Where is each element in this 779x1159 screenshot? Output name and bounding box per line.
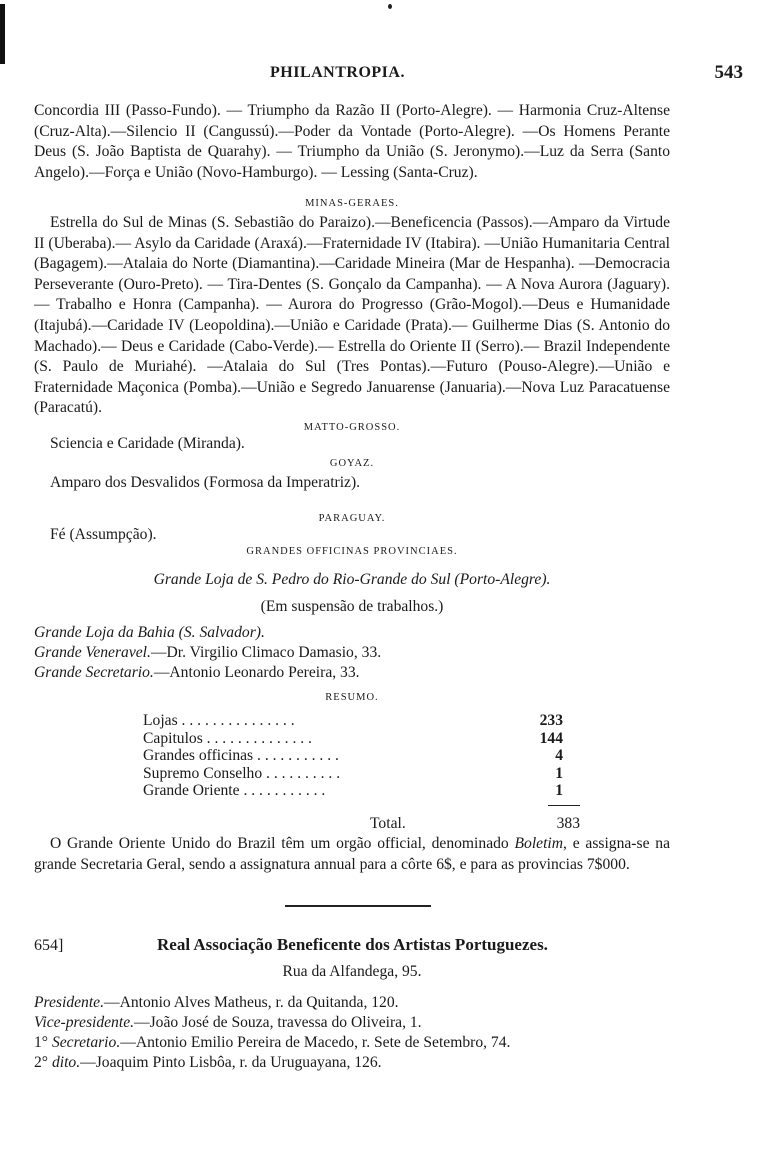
resumo-label: Lojas (143, 712, 178, 729)
dot-leader: . . . . . . . . . . . . . . . (177, 712, 295, 729)
grande-secretario-line (34, 663, 670, 683)
resumo-value: 1 (555, 782, 563, 799)
total-rule (548, 805, 580, 806)
officer-title: Grande Veneravel. (34, 644, 151, 661)
note-text: , e assigna-se na grande Secretaria Geral, sendo a assignatura annual para a côrte 6$, e para as provincias 7$000. (34, 835, 670, 873)
officer-name: —Joaquim Pinto Lisbôa, r. da Uruguayana, 126. (80, 1054, 382, 1071)
note-text: O Grande Oriente Unido do Brazil têm um orgão official, denominado (50, 835, 515, 852)
resumo-value: 233 (539, 712, 563, 729)
section-heading-grandes-officinas: GRANDES OFFICINAS PROVINCIAES. (246, 546, 458, 557)
officer-name: —Dr. Virgilio Climaco Damasio, 33. (150, 644, 382, 661)
resumo-label: Capitulos (143, 729, 203, 747)
grande-loja-bahia: Grande Loja da Bahia (S. Salvador). (34, 624, 265, 641)
resumo-value: 4 (555, 747, 563, 764)
matto-grosso-section (34, 422, 670, 454)
officer-name: —Antonio Emilio Pereira de Macedo, r. Sete de Setembro, 74. (120, 1034, 511, 1051)
resumo-label: Supremo Conselho (143, 764, 263, 782)
entry-header (34, 935, 670, 959)
boletim-title: Boletim (514, 835, 564, 852)
officer-role: Secretario. (51, 1034, 121, 1051)
organization-address: Rua da Alfandega, 95. (282, 963, 422, 980)
officer-role: Presidente. (34, 994, 105, 1011)
rio-grande-lodges (34, 101, 670, 183)
officer-line (34, 1053, 670, 1073)
section-heading-matto-grosso: MATTO-GROSSO. (303, 422, 401, 433)
entry-number: 654] (34, 937, 64, 954)
minas-section (34, 198, 670, 419)
officer-line (34, 1033, 670, 1053)
closing-paragraph (34, 834, 670, 875)
resumo-table (143, 712, 583, 800)
grandes-officinas-section (34, 546, 670, 683)
suspension-note: (Em suspensão de trabalhos.) (260, 598, 444, 615)
resumo-row (143, 712, 583, 730)
resumo-label: Grande Oriente (143, 782, 240, 799)
separator-rule (285, 905, 431, 907)
officer-name: —João José de Souza, travessa do Oliveira, 1. (134, 1014, 422, 1031)
officer-ordinal: 2° (34, 1054, 52, 1071)
lodge-entry: Sciencia e Caridade (Miranda). (50, 435, 245, 452)
section-heading-minas: MINAS-GERAES. (305, 198, 399, 209)
officer-line (34, 993, 670, 1013)
section-heading-paraguay: PARAGUAY. (318, 513, 386, 524)
running-title: PHILANTROPIA. (270, 64, 405, 81)
lodge-list-paragraph: Estrella do Sul de Minas (S. Sebastião do Paraizo).—Beneficencia (Passos).—Amparo da Virtude II (Uberaba).— Asylo da Caridade (Araxá).—Fraternidade IV (Itabira). —União Humanitaria Central (Bagagem).—Atalaia do Norte (Diamantina).—Caridade Mineira (Mar de Hespanha). —Democracia Perseverante (Ouro-Preto). — Tira-Dentes (S. Gonçalo da Campanha). — A Nova Aurora (Jaguary). — Trabalho e Honra (Campanha). — Aurora do Progresso (Grão-Mogol).—Deus e Humanidade (Itajubá).—Caridade IV (Leopoldina).—União e Caridade (Prata).— Guilherme Dias (S. Antonio do Machado).— Deus e Caridade (Cabo-Verde).— Estrella do Oriente II (Serro).— Brazil Independente (S. Paulo de Muriahé). —Atalaia do Sul (Tres Pontas).—Futuro (Pouso-Alegre).—União e Fraternidade Maçonica (Pomba).—União e Segredo Januarense (Januaria).—Nova Luz Paracatuense (Paracatú). (34, 214, 670, 417)
resumo-row (143, 765, 583, 783)
officer-role: dito. (51, 1054, 81, 1071)
section-heading-resumo: RESUMO. (325, 692, 379, 703)
binding-edge-mark (0, 4, 5, 64)
lodge-entry: Amparo dos Desvalidos (Formosa da Imperatriz). (50, 474, 361, 491)
officer-role: Vice-presidente. (34, 1014, 135, 1031)
dot-leader: . . . . . . . . . . . . . . (202, 729, 312, 747)
dot-leader: . . . . . . . . . . (262, 764, 341, 782)
total-label: Total. (370, 815, 406, 832)
goyaz-section (34, 458, 670, 493)
officer-ordinal: 1° (34, 1034, 52, 1051)
resumo-row (143, 782, 583, 800)
lodge-entry: Fé (Assumpção). (50, 526, 157, 543)
officer-name: —Antonio Alves Matheus, r. da Quitanda, 120. (104, 994, 399, 1011)
page-header (34, 62, 743, 88)
entry-654 (34, 935, 670, 1073)
print-speck (388, 4, 392, 9)
paraguay-section (34, 513, 670, 545)
resumo-row (143, 747, 583, 765)
page-number: 543 (714, 62, 743, 83)
section-heading-goyaz: GOYAZ. (329, 458, 375, 469)
lodge-list-paragraph: Concordia III (Passo-Fundo). — Triumpho da Razão II (Porto-Alegre). — Harmonia Cruz-Altense (Cruz-Alta).—Silencio II (Cangussú).—Poder da Vontade (Porto-Alegre). —Os Homens Perante Deus (S. João Baptista de Quarahy). — Triumpho da União (S. Jeronymo).—Luz da Serra (Santo Angelo).—Força e União (Novo-Hamburgo). — Lessing (Santa-Cruz). (34, 102, 670, 181)
officer-title: Grande Secretario. (34, 664, 154, 681)
organization-title: Real Associação Beneficente dos Artistas Portuguezes. (157, 935, 548, 954)
dot-leader: . . . . . . . . . . . (253, 747, 339, 764)
grande-loja-rio-grande: Grande Loja de S. Pedro do Rio-Grande do Sul (Porto-Alegre). (153, 571, 551, 588)
officer-name: —Antonio Leonardo Pereira, 33. (153, 664, 360, 681)
total-value: 383 (556, 815, 580, 832)
officer-list (34, 993, 670, 1073)
dot-leader: . . . . . . . . . . . (239, 782, 326, 799)
boletim-note (34, 834, 670, 875)
resumo-label: Grandes officinas (143, 747, 254, 764)
resumo-row (143, 730, 583, 748)
resumo-value: 144 (539, 729, 563, 747)
grande-veneravel-line (34, 643, 670, 663)
resumo-value: 1 (555, 764, 563, 782)
officer-line (34, 1013, 670, 1033)
